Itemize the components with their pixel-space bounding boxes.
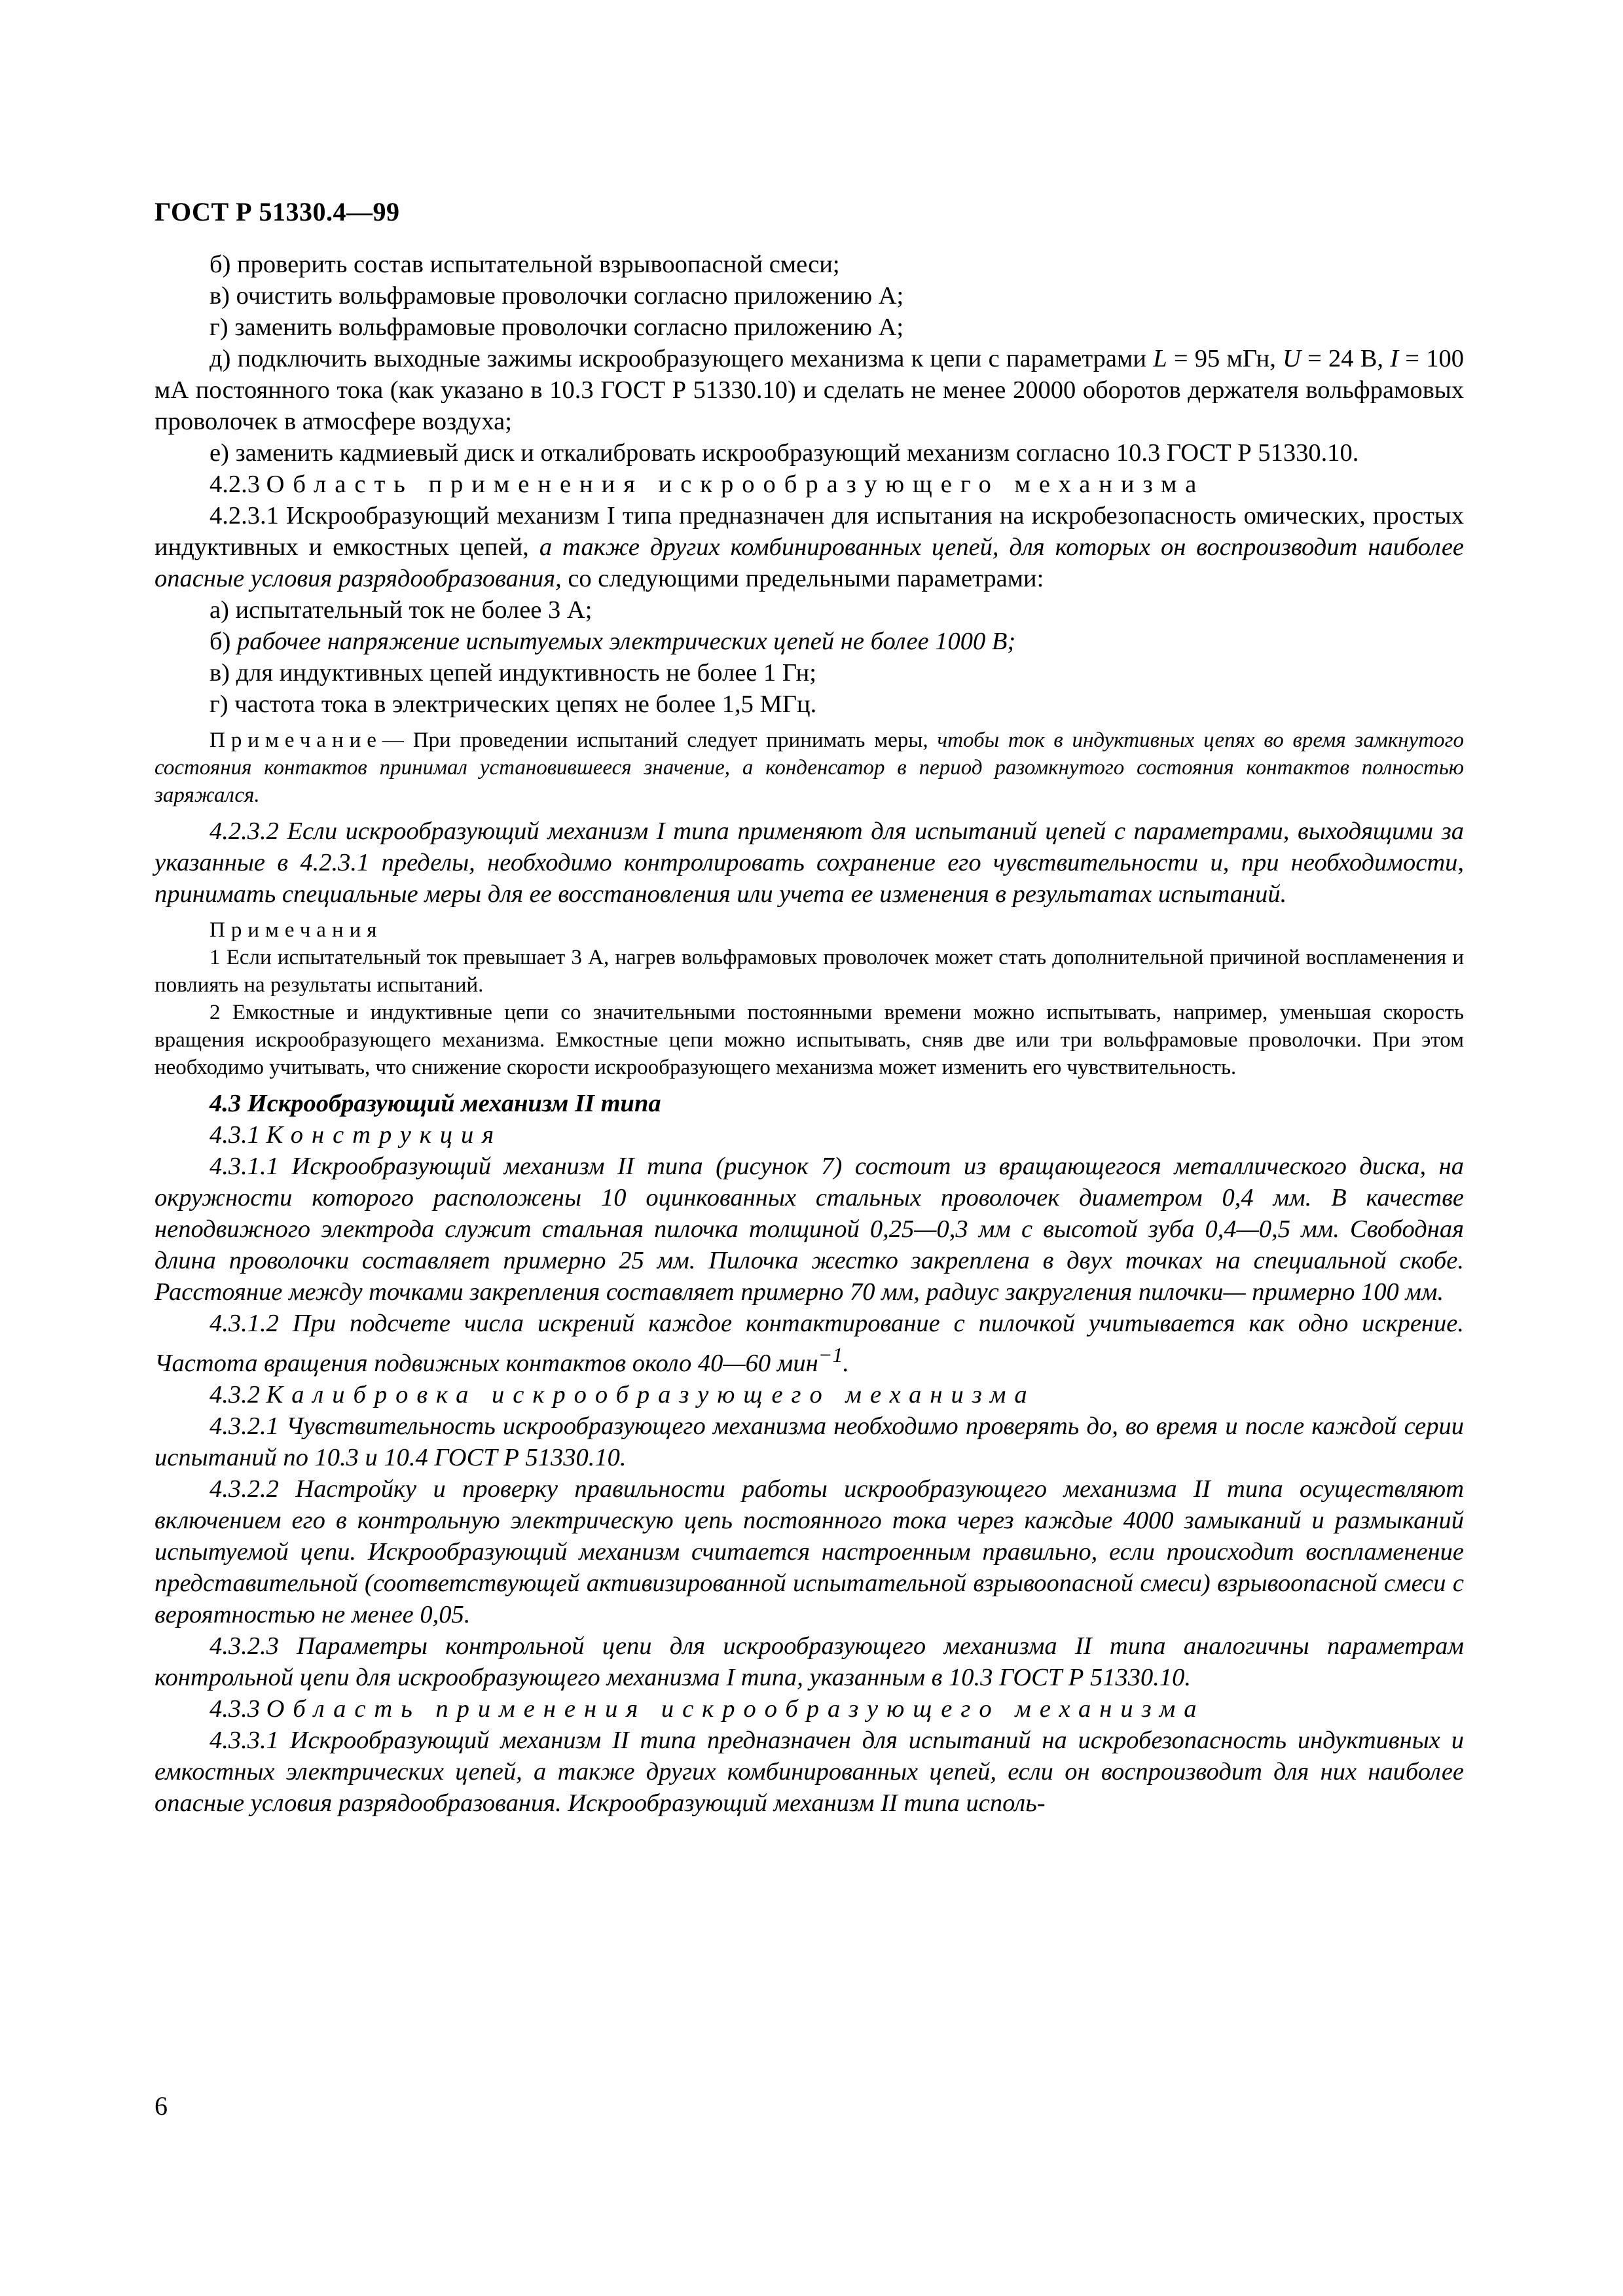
- text-segment-italic: рабочее напряжение испытуемых электрических цепей не более 1000 В;: [237, 628, 1016, 655]
- note-item-1: 1 Если испытательный ток превышает 3 А, нагрев вольфрамовых проволочек может стать дополнительной причиной воспламенения и повлиять на результаты испытаний.: [155, 946, 1464, 997]
- list-item-v: в) очистить вольфрамовые проволочки согласно приложению А;: [210, 282, 904, 310]
- symbol-u: U: [1283, 345, 1301, 372]
- paragraph-4-3-2-1: 4.3.2.1 Чувствительность искрообразующего механизма необходимо проверять до, во время и после каждой серии испытаний по 10.3 и 10.4 ГОСТ Р 51330.10.: [155, 1412, 1464, 1471]
- text-segment: со следующими предельными параметрами:: [561, 565, 1044, 592]
- superscript: −1: [818, 1343, 843, 1367]
- text-segment: = 100 мА постоянного тока (как указано в 10.3 ГОСТ Р 51330.10) и сделать не менее 20000 оборотов держателя вольфрамовых проволочек в атмосфере воздуха;: [155, 345, 1464, 435]
- list-item-g: г) заменить вольфрамовые проволочки согласно приложению А;: [210, 314, 904, 341]
- section-heading-4-3-2: [155, 1379, 1464, 1410]
- text-segment: .: [843, 1349, 850, 1377]
- page-number: 6: [155, 2091, 168, 2121]
- section-title: Область применения искрообразующего механизма: [266, 1695, 1205, 1723]
- list-item-d: [155, 343, 1464, 437]
- paragraph-4-3-1-2: [155, 1308, 1464, 1379]
- section-heading-4-3: 4.3 Искрообразующий механизм II типа: [210, 1090, 661, 1117]
- text-segment: д) подключить выходные зажимы искрообразующего механизма к цепи с параметрами: [210, 345, 1154, 372]
- paragraph-4-3-3-1: 4.3.3.1 Искрообразующий механизм II типа предназначен для испытаний на искробезопасность индуктивных и емкостных электрических цепей, а также других комбинированных цепей, если он воспроизводит для них наиболее опасные условия разрядообразования. Искрообразующий механизм II типа исполь-: [155, 1726, 1464, 1817]
- section-number: 4.3.2: [210, 1380, 266, 1408]
- section-title: Калибровка искрообразующего механизма: [266, 1380, 1036, 1408]
- section-heading-4-3-3: [155, 1693, 1464, 1725]
- section-number: 4.2.3: [210, 471, 266, 498]
- paragraph-4-3-2-3: 4.3.2.3 Параметры контрольной цепи для искрообразующего механизма II типа аналогичны параметрам контрольной цепи для искрообразующего механизма I типа, указанным в 10.3 ГОСТ Р 51330.10.: [155, 1632, 1464, 1691]
- list-item-a: а) испытательный ток не более 3 А;: [210, 596, 593, 624]
- list-item-e: е) заменить кадмиевый диск и откалибровать искрообразующий механизм согласно 10.3 ГОСТ Р 51330.10.: [210, 439, 1359, 467]
- symbol-l: L: [1153, 345, 1167, 372]
- text-segment: — При проведении испытаний следует принимать меры,: [382, 728, 938, 752]
- section-heading-4-3-1: [155, 1119, 1464, 1151]
- notes-heading: [155, 916, 1464, 944]
- note-label: Примечание: [210, 728, 382, 752]
- text-segment-italic: чтобы ток в индуктивных цепях во время замкнутого состояния контактов принимал установившееся значение, а конденсатор в период разомкнутого состояния контактов полностью заряжался.: [155, 728, 1464, 807]
- section-heading-4-2-3: [155, 469, 1464, 500]
- section-number: 4.3.1: [210, 1121, 266, 1149]
- document-header: ГОСТ Р 51330.4—99: [155, 197, 400, 226]
- list-item-b: б) проверить состав испытательной взрывоопасной смеси;: [210, 251, 840, 278]
- list-item-b2: [155, 626, 1464, 657]
- text-segment-italic: а также других комбинированных цепей, для которых он воспроизводит наиболее опасные условия разрядообразования,: [155, 533, 1464, 592]
- paragraph-4-2-3-1: [155, 500, 1464, 594]
- notes-label: Примечания: [210, 918, 383, 942]
- text-segment: б): [210, 628, 238, 655]
- list-item-v2: в) для индуктивных цепей индуктивность не более 1 Гн;: [210, 659, 816, 687]
- section-number: 4.3.3: [210, 1695, 266, 1723]
- list-item-g2: г) частота тока в электрических цепях не более 1,5 МГц.: [210, 691, 817, 718]
- note-1: [155, 726, 1464, 809]
- note-item-2: 2 Емкостные и индуктивные цепи со значительными постоянными времени можно испытывать, например, уменьшая скорость вращения искрообразующего механизма. Емкостные цепи можно испытывать, сняв две или три вольфрамовые проволочки. При этом необходимо учитывать, что снижение скорости искрообразующего механизма может изменить его чувствительность.: [155, 1001, 1464, 1079]
- section-title: Конструкция: [266, 1121, 503, 1149]
- paragraph-4-3-2-2: 4.3.2.2 Настройку и проверку правильности работы искрообразующего механизма II типа осуществляют включением его в контрольную электрическую цепь постоянного тока через каждые 4000 замыканий и размыканий испытуемой цепи. Искрообразующий механизм считается настроенным правильно, если происходит воспламенение представительной (соответствующей активизированной испытательной взрывоопасной смеси) взрывоопасной смеси с вероятностью не менее 0,05.: [155, 1475, 1464, 1628]
- document-body: [155, 249, 1464, 1819]
- symbol-i: I: [1390, 345, 1399, 372]
- text-segment: 4.3.1.2 При подсчете числа искрений каждое контактирование с пилочкой учитывается как одно искрение. Частота вращения подвижных контактов около 40—60 мин: [155, 1310, 1464, 1377]
- paragraph-4-3-1-1: 4.3.1.1 Искрообразующий механизм II типа (рисунок 7) состоит из вращающегося металлического диска, на окружности которого расположены 10 оцинкованных стальных проволочек диаметром 0,4 мм. В качестве неподвижного электрода служит стальная пилочка толщиной 0,25—0,3 мм с высотой зуба 0,4—0,5 мм. Свободная длина проволочки составляет примерно 25 мм. Пилочка жестко закреплена в двух точках на специальной скобе. Расстояние между точками закрепления составляет примерно 70 мм, радиус закругления пилочки— примерно 100 мм.: [155, 1153, 1464, 1306]
- text-segment: = 24 В,: [1300, 345, 1391, 372]
- paragraph-4-2-3-2: 4.2.3.2 Если искрообразующий механизм I типа применяют для испытаний цепей с параметрами, выходящими за указанные в 4.2.3.1 пределы, необходимо контролировать сохранение его чувствительности и, при необходимости, принимать специальные меры для ее восстановления или учета ее изменения в результатах испытаний.: [155, 817, 1464, 908]
- text-segment: = 95 мГн,: [1167, 345, 1283, 372]
- text-segment: 4.2.3.1 Искрообразующий механизм I типа предназначен для испытания на искробезопасность омических, простых индуктивных и емкостных цепей,: [155, 502, 1464, 561]
- section-title: Область применения искрообразующего механизма: [266, 471, 1205, 498]
